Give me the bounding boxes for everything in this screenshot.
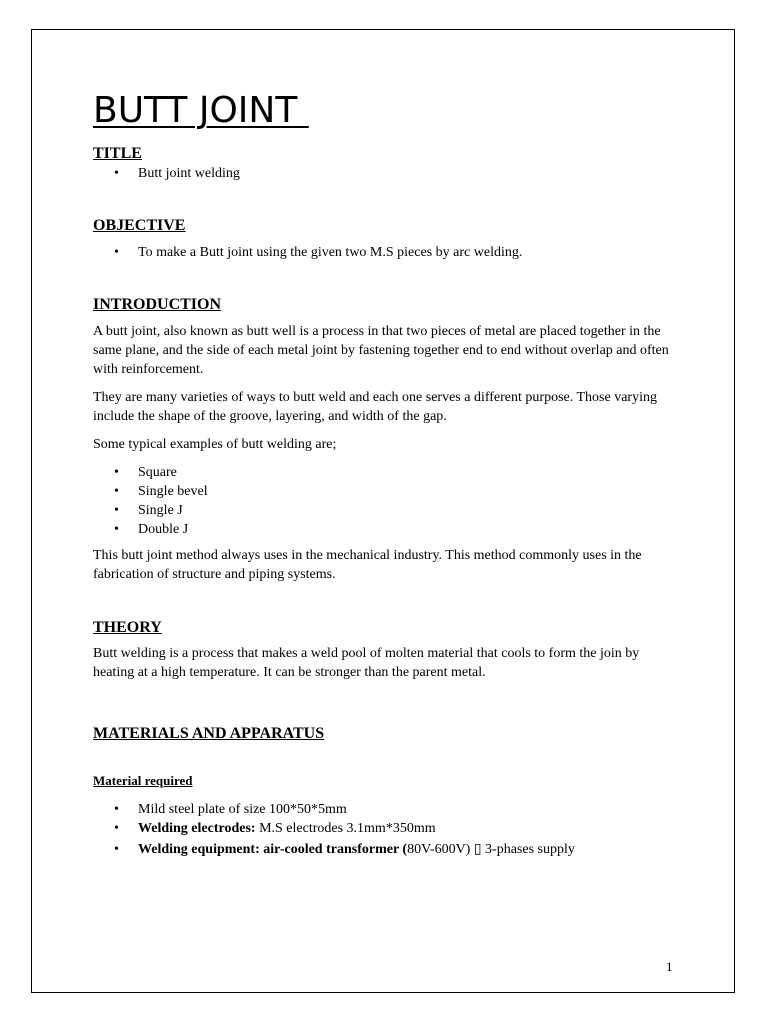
- page-number: 1: [666, 959, 673, 974]
- list-item: [138, 819, 683, 838]
- introduction-heading: INTRODUCTION: [93, 296, 222, 313]
- list-item: • Mild steel plate of size 100*50*5mm: [138, 800, 683, 819]
- theory-heading: THEORY: [93, 619, 162, 636]
- list-item: • Butt joint welding: [138, 164, 683, 183]
- material-required-subheading: Material required: [93, 773, 193, 788]
- materials-section: [93, 724, 683, 859]
- materials-list: [93, 800, 683, 859]
- list-item: • Double J: [138, 520, 683, 539]
- list-item: • Single J: [138, 501, 683, 520]
- introduction-paragraph-3: Some typical examples of butt welding are;: [93, 437, 337, 452]
- introduction-paragraph-4: This butt joint method always uses in the mechanical industry. This method commonly uses in the fabrication of structure and piping systems.: [93, 548, 642, 582]
- title-section: [93, 144, 683, 183]
- introduction-paragraph-1: A butt joint, also known as butt well is a process in that two pieces of metal are placed together in the same plane, and the side of each metal joint by fastening together end to end without overlap and often with reinforcement.: [93, 324, 669, 377]
- theory-section: [93, 618, 683, 682]
- document-title: BUTT JOINT: [93, 90, 309, 131]
- objective-list: [93, 243, 683, 262]
- title-list: [93, 164, 683, 183]
- list-item: • Square: [138, 463, 683, 482]
- welding-electrodes-label: Welding electrodes:: [138, 821, 256, 836]
- introduction-paragraph-2: They are many varieties of ways to butt weld and each one serves a different purpose. Those varying include the shape of the groove, layering, and width of the gap.: [93, 390, 657, 424]
- materials-heading: MATERIALS AND APPARATUS: [93, 725, 325, 742]
- butt-weld-examples-list: [93, 463, 683, 539]
- welding-equipment-label: Welding equipment: air-cooled transformer (: [138, 842, 408, 857]
- list-item: • Single bevel: [138, 482, 683, 501]
- title-heading: TITLE: [93, 145, 142, 162]
- objective-section: [93, 216, 683, 262]
- welding-equipment-value: 80V-600V) ▯ 3-phases supply: [407, 842, 575, 857]
- introduction-section: [93, 295, 683, 584]
- objective-heading: OBJECTIVE: [93, 217, 186, 234]
- list-item: • To make a Butt joint using the given two M.S pieces by arc welding.: [138, 243, 683, 262]
- theory-paragraph: Butt welding is a process that makes a weld pool of molten material that cools to form the join by heating at a high temperature. It can be stronger than the parent metal.: [93, 646, 640, 680]
- document-content: [93, 88, 683, 859]
- list-item: [138, 840, 683, 859]
- welding-electrodes-value: M.S electrodes 3.1mm*350mm: [255, 821, 436, 836]
